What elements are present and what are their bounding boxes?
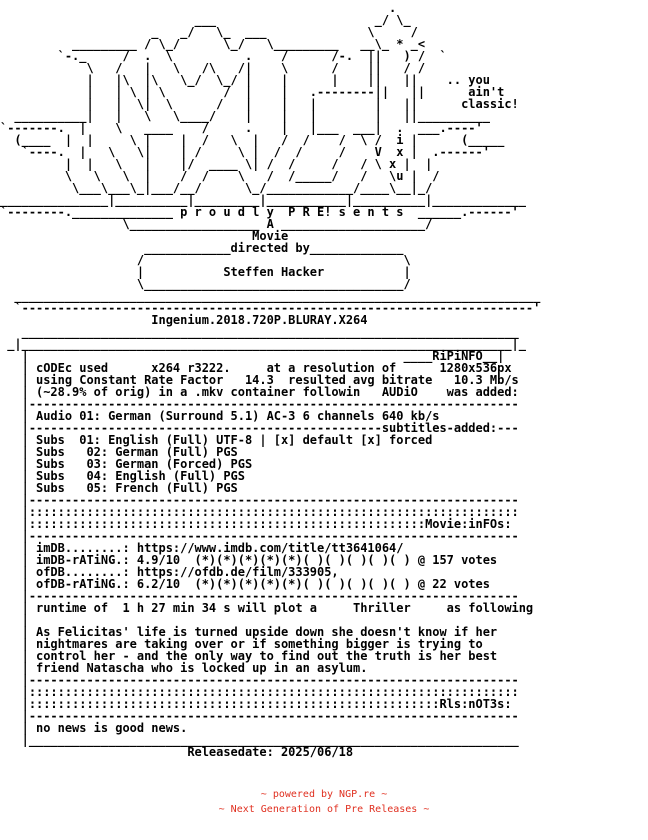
nfo-line: `-------. | \ ____ / . | |___ ___| . ___.----' — [0, 121, 483, 135]
nfo-line: _________________________________________________________________________ — [0, 289, 541, 303]
nfo-line: | Subs 04: English (Full) PGS — [0, 469, 245, 483]
nfo-line: | Subs 01: English (Full) UTF-8 | [x] default [x] forced — [0, 433, 433, 447]
nfo-line: | runtime of 1 h 27 min 34 s will plot a Thriller as following — [0, 601, 534, 615]
nfo-line: |:::::::::::::::::::::::::::::::::::::::::::::::::::::::::::::::::::: — [0, 685, 519, 699]
nfo-line: | |\ |\ \_/ \_/ | | | || || .. you — [0, 73, 490, 87]
nfo-line: | ofDB-rATiNG.: 6.2/10 (*)(*)(*)(*)(*)( )( )( )( )( ) @ 22 votes — [0, 577, 490, 591]
nfo-line: |-------------------------------------------------------------------- — [0, 529, 519, 543]
nfo-line: `-----------------------------------------------------------------------' — [0, 301, 541, 315]
nfo-line: / \ — [0, 253, 411, 267]
nfo-line: | using Constant Rate Factor 14.3 resulted avg bitrate 10.3 Mb/s — [0, 373, 519, 387]
nfo-line: \___\___\_|___/__/ \_/____________/____\__|_/ — [0, 181, 433, 195]
nfo-line: `-._ / . \ . / /-. || ) / ` — [0, 49, 447, 63]
nfo-line: | (~28.9% of orig) in a .mkv container followin AUDiO was added: — [0, 385, 519, 399]
nfo-line: | no news is good news. — [0, 721, 188, 735]
nfo-line: | — [0, 613, 29, 627]
nfo-line: _________ / \_/ \_/ \_________ __\_ * _< — [0, 37, 426, 51]
nfo-line: Releasedate: 2025/06/18 — [0, 745, 354, 759]
nfo-line: _ _/ \_ ___ \ / — [0, 25, 418, 39]
nfo-line: |-------------------------------------------------------------------- — [0, 709, 519, 723]
nfo-line: | friend Natascha who is locked up in an asylum. — [0, 661, 368, 675]
nfo-line: |____________________________________________________________________ — [0, 733, 519, 747]
nfo-line: |-------------------------------------------------------------------- — [0, 397, 519, 411]
nfo-line: _____________________________________________________________________ — [0, 325, 519, 339]
nfo-line: |:::::::::::::::::::::::::::::::::::::::::::::::::::::::::Rls:nOT3s: — [0, 697, 512, 711]
nfo-line: | Subs 03: German (Forced) PGS — [0, 457, 253, 471]
nfo-line: `--------.______________ p r o u d l y P R E! s e n t s ______.------' — [0, 205, 519, 219]
nfo-line: | Subs 02: German (Full) PGS — [0, 445, 238, 459]
nfo-line: `----. | \ \| | / \ | / / / V x | .------' — [0, 145, 490, 159]
nfo-line: | imDB-rATiNG.: 4.9/10 (*)(*)(*)(*)(*)( )( )( )( )( ) @ 157 votes — [0, 553, 498, 567]
nfo-line: | Audio 01: German (Surround 5.1) AC-3 6 channels 640 kb/s — [0, 409, 440, 423]
nfo-line: |:::::::::::::::::::::::::::::::::::::::::::::::::::::::::::::::::::: — [0, 505, 519, 519]
nfo-line: | | \ | |/ ____ \| / / / / \ x | | — [0, 157, 433, 171]
nfo-line: | Subs 05: French (Full) PGS — [0, 481, 238, 495]
nfo-line: |:::::::::::::::::::::::::::::::::::::::::::::::::::::::Movie:inFOs: — [0, 517, 512, 531]
nfo-line: | | \ | \ / | | .--------|| || ain't — [0, 85, 505, 99]
nfo-line: | As Felicitas' life is turned upside down she doesn't know if her — [0, 625, 498, 639]
nfo-line: | control her - and the only way to find out the truth is her best — [0, 649, 498, 663]
nfo-line: ____________directed by_____________ — [0, 241, 404, 255]
nfo-line: _______________|__________|_________|___________|__________|_____________ — [0, 193, 526, 207]
nfo-line: | Steffen Hacker | — [0, 265, 411, 279]
nfo-line: |-------------------------------------------------------------------- — [0, 493, 519, 507]
nfo-text-block — [0, 2, 648, 758]
tagline-text: ~ Next Generation of Pre Releases ~ — [218, 804, 430, 815]
nfo-line: | cODEc used x264 r3222. at a resolution of 1280x536px — [0, 361, 512, 375]
nfo-line: | | \| \ / | | | | || classic! — [0, 97, 519, 111]
nfo-line: | ____RiPiNFO__| — [0, 349, 505, 363]
nfo-line: \____________________________________/ — [0, 277, 411, 291]
nfo-line: __________| | \ \____/ | | | | ||__________ — [0, 109, 490, 123]
nfo-line: Movie — [0, 229, 289, 243]
nfo-line: |-------------------------------------------------------------------- — [0, 673, 519, 687]
nfo-line: \__________________ A ____________________/ — [0, 217, 433, 231]
nfo-line: |-------------------------------------------------subtitles-added:--- — [0, 421, 519, 435]
nfo-line: | ofDB........: https://ofdb.de/film/333905, — [0, 565, 339, 579]
nfo-line: | imDB........: https://www.imdb.com/title/tt3641064/ — [0, 541, 404, 555]
nfo-line: \ / | \ /\ /| \ / || / / — [0, 61, 426, 75]
nfo-line: |-------------------------------------------------------------------- — [0, 589, 519, 603]
nfo-line: | nightmares are taking over or if something bigger is trying to — [0, 637, 483, 651]
powered-by-text: ~ powered by NGP.re ~ — [260, 789, 388, 800]
nfo-line: . — [0, 1, 397, 15]
nfo-line: \ \ \ | / / \ / /_____/ / \u | / — [0, 169, 440, 183]
nfo-line: _|____________________________________________________________________|_ — [0, 337, 526, 351]
nfo-line: Ingenium.2018.720P.BLURAY.X264 — [0, 313, 368, 327]
nfo-line: ___ _/ \_ — [0, 13, 411, 27]
nfo-line: (____ | | \ | | / \ | / / / \ / i | (_____ — [0, 133, 505, 147]
